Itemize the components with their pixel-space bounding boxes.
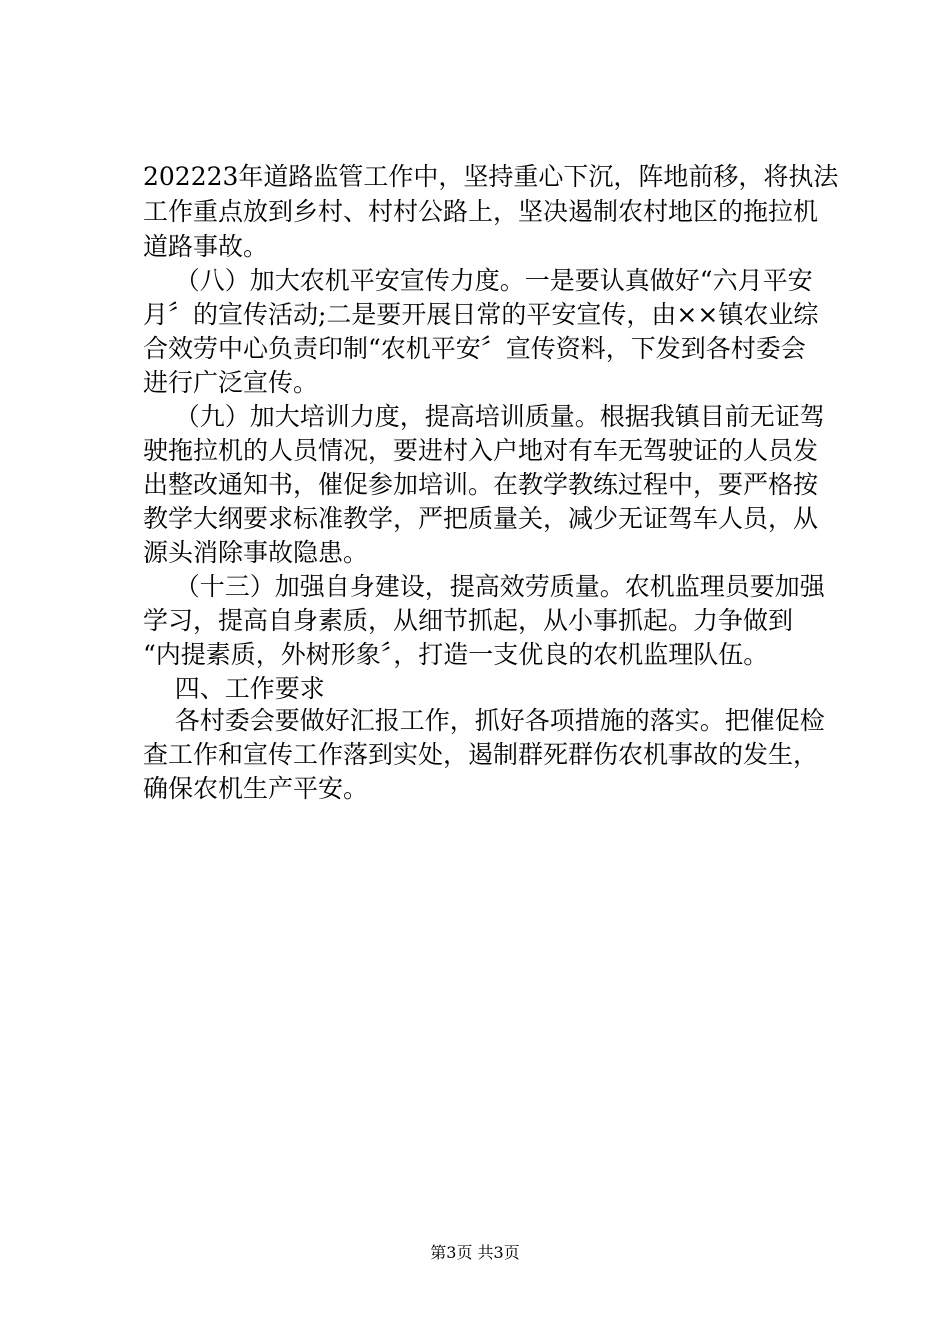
text-line: 月〞的宣传活动;二是要开展日常的平安宣传，由××镇农业综	[143, 300, 819, 329]
section-heading: 四、工作要求	[143, 674, 325, 703]
text-line: 出整改通知书，催促参加培训。在教学教练过程中，要严格按	[143, 470, 819, 499]
page-number-footer: 第3页 共3页	[430, 1243, 520, 1262]
text-line: “内提素质，外树形象〞，打造一支优良的农机监理队伍。	[143, 640, 769, 669]
text-line: （九）加大培训力度，提高培训质量。根据我镇目前无证驾	[143, 402, 825, 431]
text-line: 进行广泛宣传。	[143, 368, 319, 397]
text-line: 工作重点放到乡村、村村公路上，坚决遏制农村地区的拖拉机	[143, 197, 819, 226]
text-line: 教学大纲要求标准教学，严把质量关，减少无证驾车人员，从	[143, 504, 819, 533]
text-line: （八）加大农机平安宣传力度。一是要认真做好“六月平安	[143, 266, 813, 295]
text-line: 各村委会要做好汇报工作，抓好各项措施的落实。把催促检	[143, 706, 825, 735]
text-line: 驶拖拉机的人员情况，要进村入户地对有车无驾驶证的人员发	[143, 436, 819, 465]
text-line: （十三）加强自身建设，提高效劳质量。农机监理员要加强	[143, 572, 825, 601]
text-line: 合效劳中心负责印制“农机平安〞宣传资料，下发到各村委会	[143, 334, 806, 363]
text-line: 源头消除事故隐患。	[143, 538, 369, 567]
text-line: 学习，提高自身素质，从细节抓起，从小事抓起。力争做到	[143, 606, 794, 635]
text-line: 查工作和宣传工作落到实处，遏制群死群伤农机事故的发生，	[143, 740, 819, 769]
text-line: 确保农机生产平安。	[143, 774, 369, 803]
text-line: 202223年道路监管工作中，坚持重心下沉，阵地前移，将执法	[143, 162, 839, 191]
text-line: 道路事故。	[143, 232, 269, 261]
